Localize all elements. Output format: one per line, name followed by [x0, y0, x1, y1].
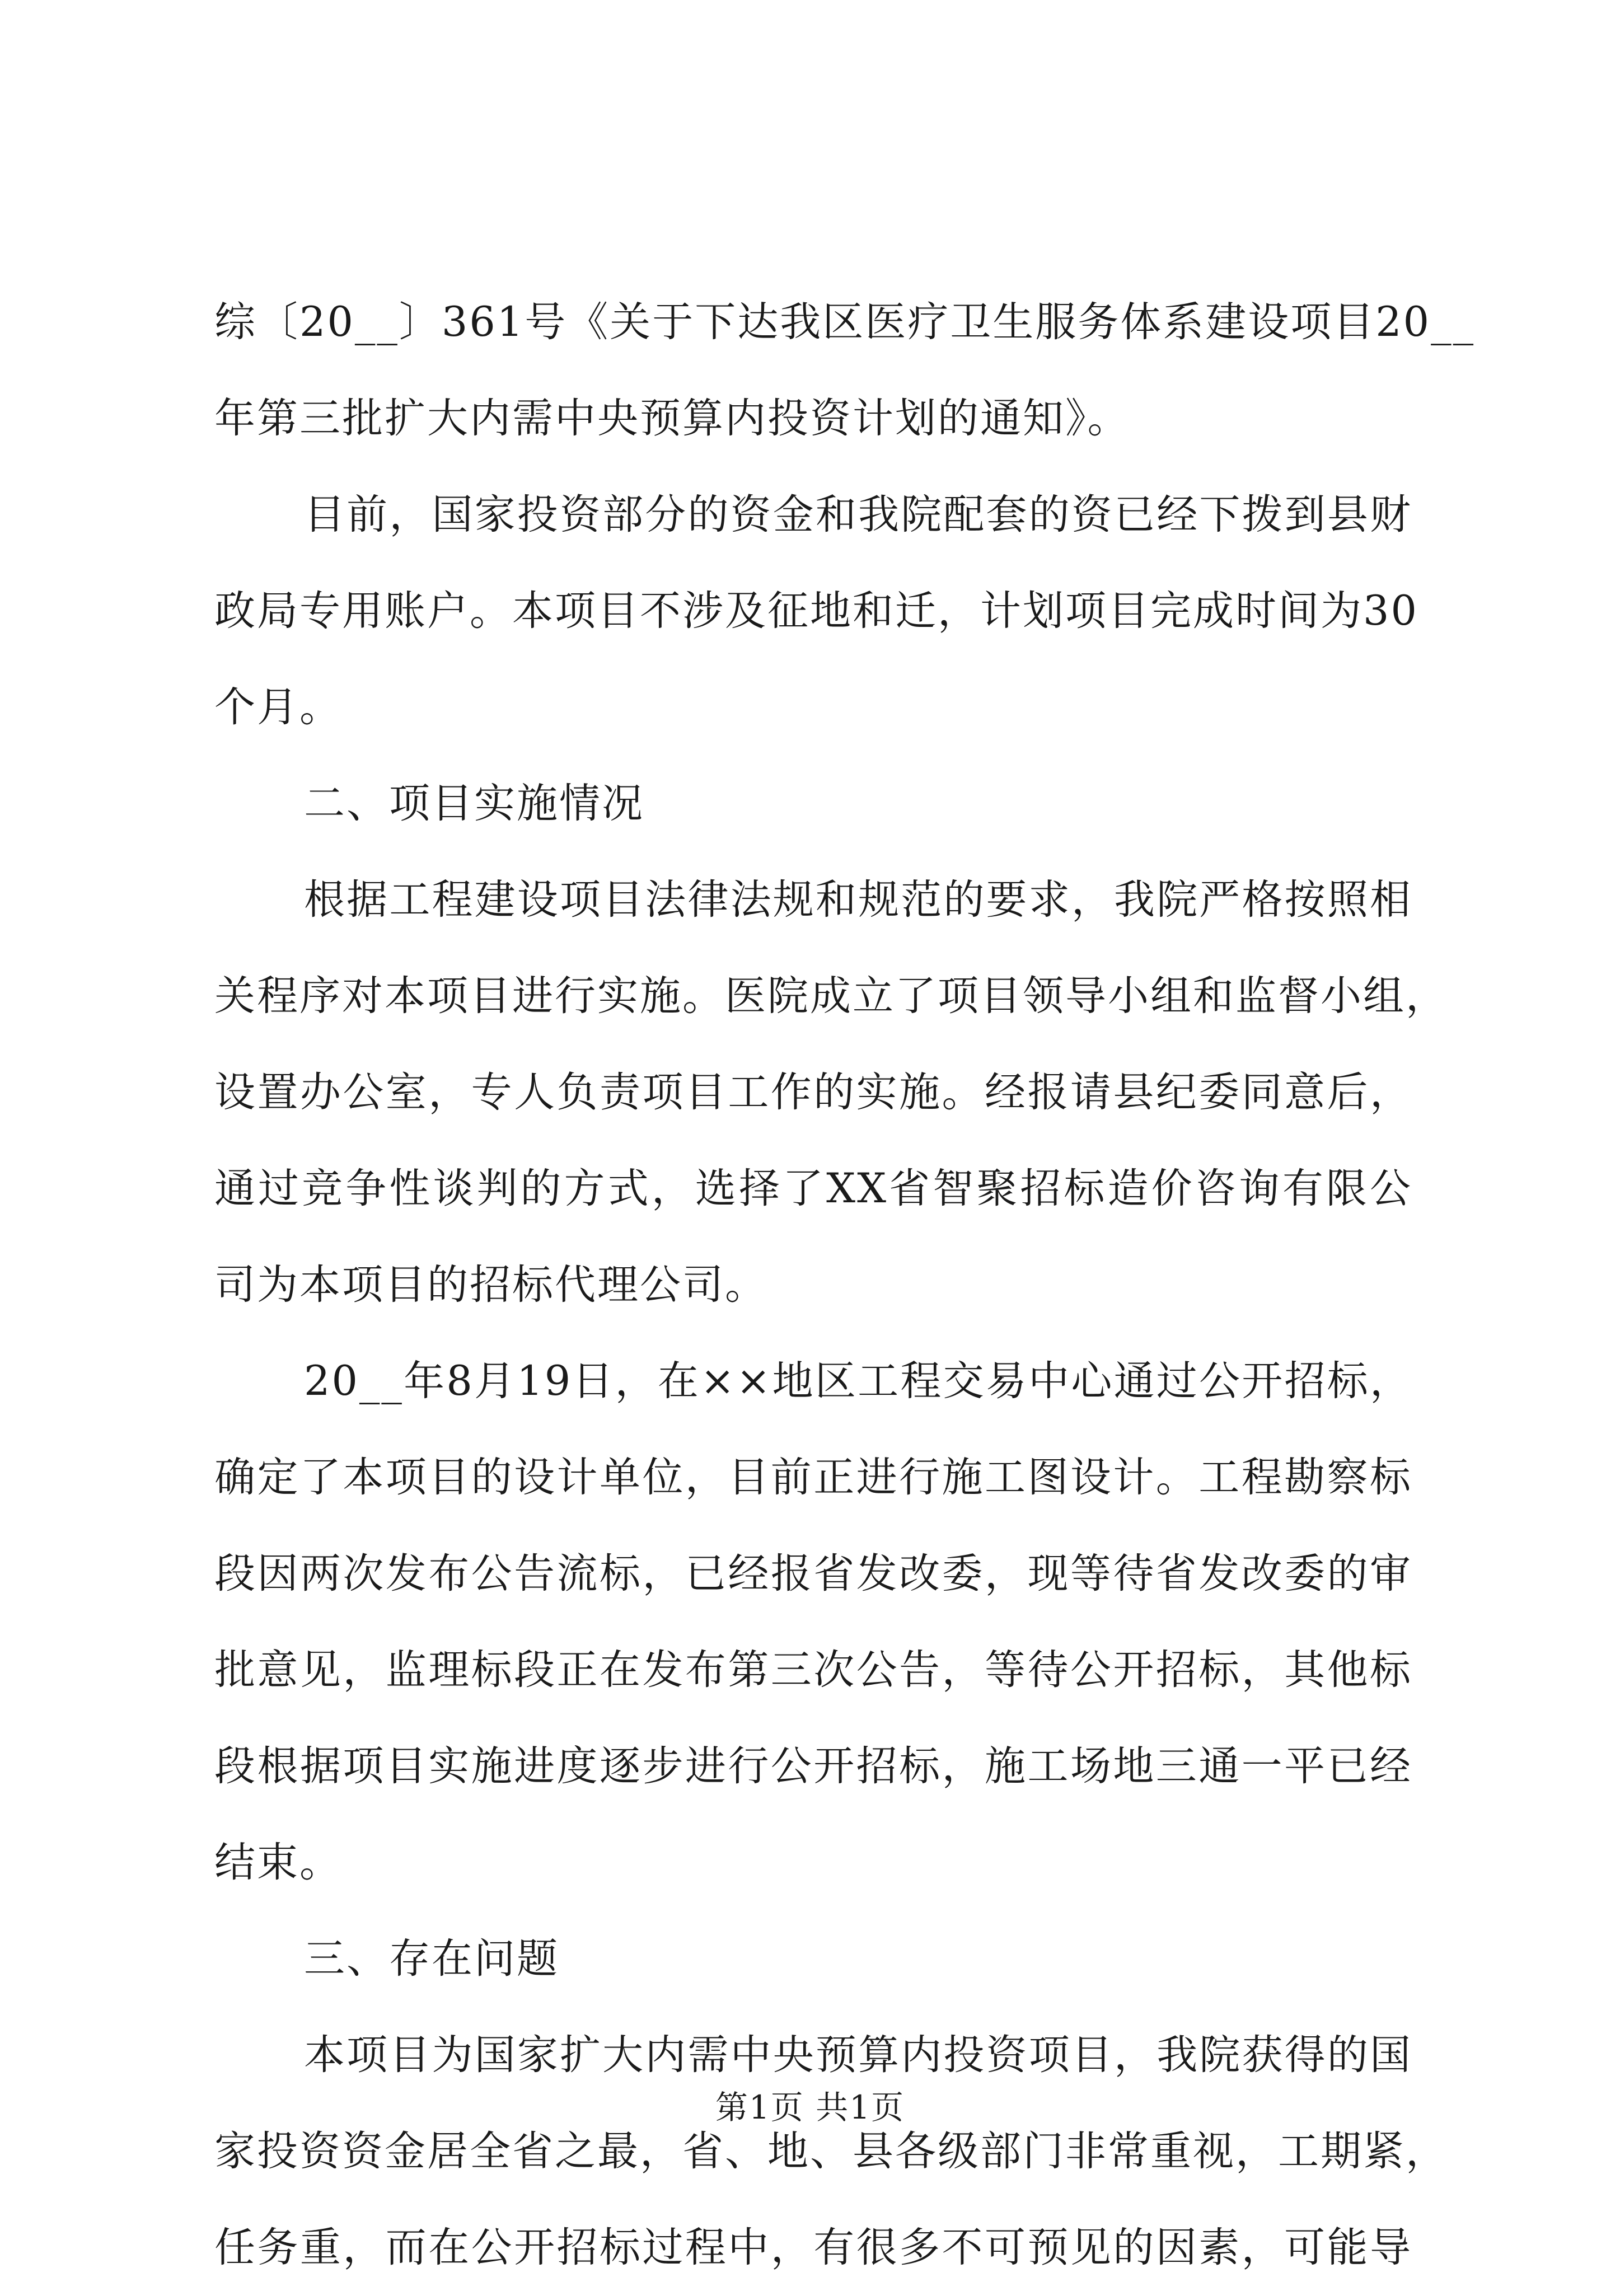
body-line: 关程序对本项目进行实施。医院成立了项目领导小组和监督小组， [214, 972, 1448, 1020]
body-line: 政局专用账户。本项目不涉及征地和迁，计划项目完成时间为30 [214, 587, 1418, 635]
body-line: 设置办公室，专人负责项目工作的实施。经报请县纪委同意后， [214, 1069, 1412, 1116]
body-line: 任务重，而在公开招标过程中，有很多不可预见的因素，可能导 [214, 2224, 1412, 2271]
paragraph-first-line: 本项目为国家扩大内需中央预算内投资项目，我院获得的国 [304, 2031, 1412, 2079]
body-line: 批意见，监理标段正在发布第三次公告，等待公开招标，其他标 [214, 1646, 1412, 1694]
body-line: 综〔20__〕361号《关于下达我区医疗卫生服务体系建设项目20__ [214, 298, 1476, 346]
body-line: 结束。 [214, 1839, 342, 1886]
paragraph-first-line: 20__年8月19日，在××地区工程交易中心通过公开招标， [304, 1357, 1412, 1405]
body-line: 个月。 [214, 683, 342, 731]
body-line: 年第三批扩大内需中央预算内投资计划的通知》。 [214, 395, 1130, 442]
body-line: 段根据项目实施进度逐步进行公开招标，施工场地三通一平已经 [214, 1742, 1412, 1790]
document-body [214, 274, 1476, 2296]
paragraph-first-line: 根据工程建设项目法律法规和规范的要求，我院严格按照相 [304, 876, 1412, 924]
body-line: 司为本项目的招标代理公司。 [214, 1261, 767, 1309]
body-line: 通过竞争性谈判的方式，选择了XX省智聚招标造价咨询有限公 [214, 1165, 1412, 1212]
body-line: 确定了本项目的设计单位，目前正进行施工图设计。工程勘察标 [214, 1454, 1412, 1501]
section-heading: 二、项目实施情况 [304, 780, 644, 827]
page-number-footer: 第1页 共1页 [715, 2088, 905, 2126]
section-heading: 三、存在问题 [304, 1935, 559, 1983]
paragraph-first-line: 目前，国家投资部分的资金和我院配套的资已经下拨到县财 [304, 491, 1412, 538]
body-line: 家投资资金居全省之最，省、地、县各级部门非常重视，工期紧， [214, 2128, 1448, 2175]
body-line: 段因两次发布公告流标，已经报省发改委，现等待省发改委的审 [214, 1550, 1412, 1597]
